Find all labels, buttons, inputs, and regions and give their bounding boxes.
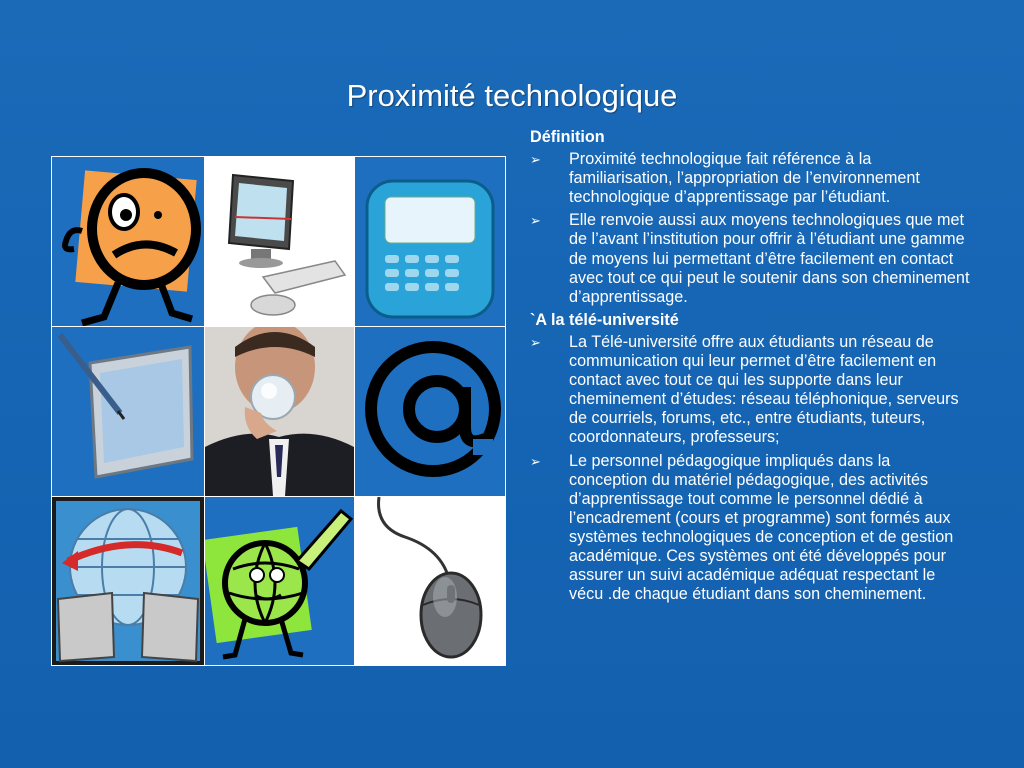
arrow-bullet-icon: ➢ <box>530 213 541 229</box>
slide-title: Proximité technologique <box>346 78 678 113</box>
section-heading-teluq: `A la télé-université <box>530 310 679 329</box>
bullet-text: Elle renvoie aussi aux moyens technologiques que met de l’avant l’institution pour offrir à l’étudiant une gamme de moyens lui permettant d’être facilement en contact avec tout ce qui peut le soutenir dans son cheminement d’apprentissage. <box>569 211 970 306</box>
section-heading-definition: Définition <box>530 128 605 146</box>
bullet-text: La Télé-université offre aux étudiants un réseau de communication qui leur permet d’être facilement en contact avec tout ce qui les supporte dans leur cheminement d’études: réseau téléphonique, serveurs de courriels, forums, etc., entre étudiants, tuteurs, coordonnateurs, professeurs; <box>569 332 959 447</box>
globe-rocket-character-icon <box>205 497 354 665</box>
bullet-text: Proximité technologique fait référence à la familiarisation, l’appropriation de l’environnement technologique d’apprentissage par l’étudiant. <box>569 150 920 207</box>
bullet-item <box>530 150 970 207</box>
arrow-bullet-icon: ➢ <box>530 152 541 168</box>
image-grid <box>51 156 506 666</box>
computer-mouse-icon <box>355 497 505 665</box>
at-sign-icon <box>355 327 505 496</box>
tablet-pen-icon <box>52 327 204 496</box>
smartphone-icon <box>355 157 505 326</box>
bullet-text: Le personnel pédagogique impliqués dans la conception du matériel pédagogique, des activités d’apprentissage tout comme le personnel dédié à l’encadrement (cours et programme) sont formés aux systèmes technologiques de conception et de gestion académique. Ces systèmes ont été développés pour assurer un suivi académique adéquat respectant le vécu .de chaque étudiant dans son cheminement. <box>569 451 954 604</box>
bullet-item <box>530 333 970 448</box>
arrow-bullet-icon: ➢ <box>530 334 541 350</box>
bullet-item <box>530 211 970 306</box>
desktop-computer-icon <box>205 157 354 326</box>
arrow-bullet-icon: ➢ <box>530 453 541 469</box>
crystal-ball-businessman-icon <box>205 327 354 496</box>
bullet-item <box>530 452 970 605</box>
confused-face-icon <box>52 157 204 326</box>
slide-body <box>530 128 970 608</box>
networked-computers-globe-icon <box>52 497 204 665</box>
